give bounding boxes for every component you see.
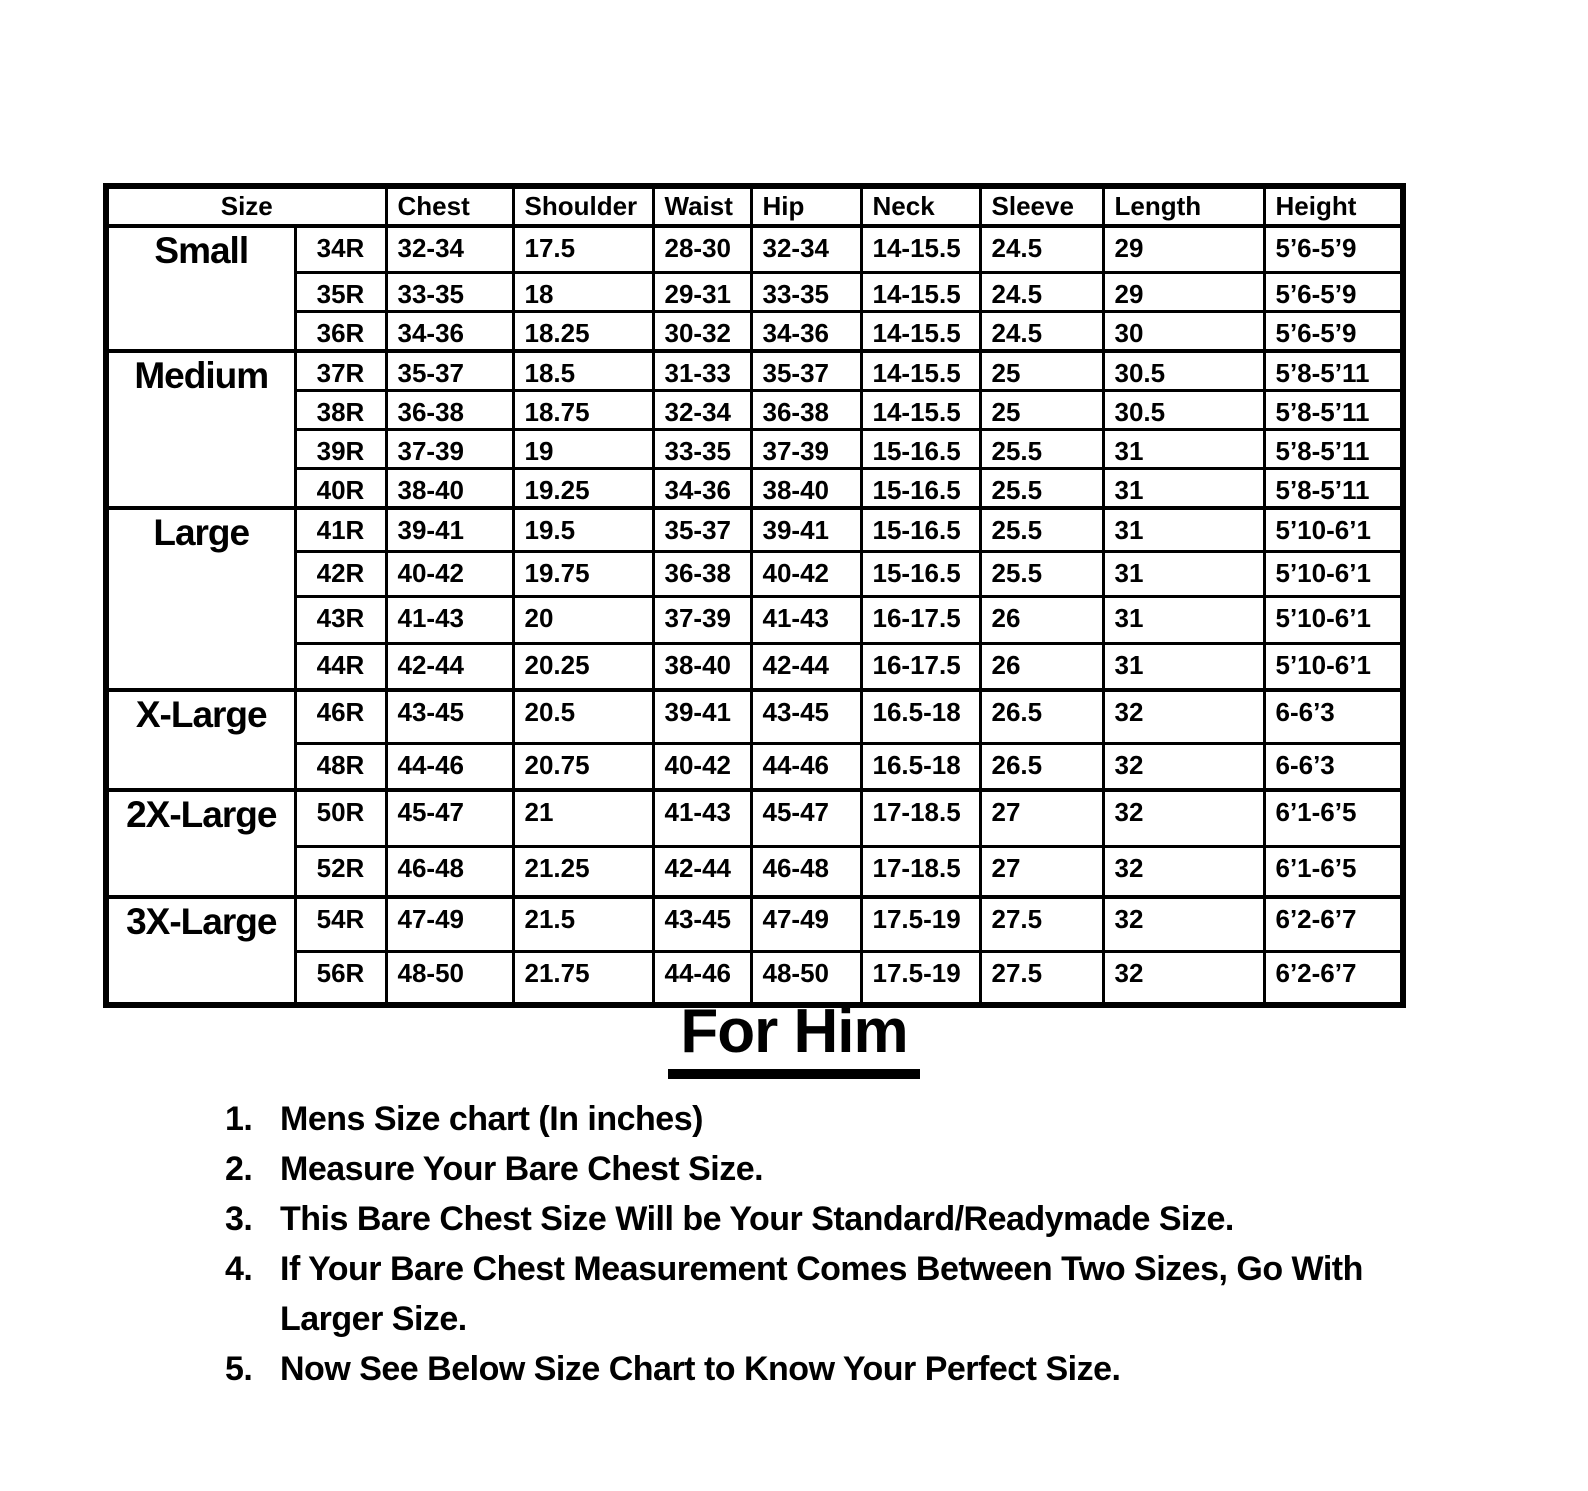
table-cell: 42-44 bbox=[386, 644, 513, 690]
table-cell: 44-46 bbox=[386, 744, 513, 790]
column-header-height: Height bbox=[1264, 186, 1403, 226]
table-cell: 25.5 bbox=[980, 552, 1103, 597]
table-cell: 18.75 bbox=[513, 390, 653, 429]
mens-size-chart-table bbox=[103, 183, 1406, 1008]
table-cell: 44-46 bbox=[751, 744, 861, 790]
table-row bbox=[106, 429, 1403, 468]
table-cell: 16-17.5 bbox=[861, 597, 980, 644]
table-cell: 43-45 bbox=[386, 690, 513, 744]
column-header-neck: Neck bbox=[861, 186, 980, 226]
table-cell: 35-37 bbox=[386, 351, 513, 391]
instruction-item bbox=[225, 1194, 1405, 1244]
table-cell: 5’10-6’1 bbox=[1264, 597, 1403, 644]
table-cell: 15-16.5 bbox=[861, 552, 980, 597]
table-cell: 41-43 bbox=[386, 597, 513, 644]
table-cell: 33-35 bbox=[653, 429, 751, 468]
table-cell: 48-50 bbox=[386, 952, 513, 1005]
column-header-chest: Chest bbox=[386, 186, 513, 226]
column-header-waist: Waist bbox=[653, 186, 751, 226]
table-cell: 31 bbox=[1103, 644, 1264, 690]
table-cell: 25.5 bbox=[980, 468, 1103, 508]
table-cell: 42-44 bbox=[751, 644, 861, 690]
table-row bbox=[106, 790, 1403, 847]
table-cell: 25.5 bbox=[980, 429, 1103, 468]
instruction-text: Now See Below Size Chart to Know Your Perfect Size. bbox=[280, 1350, 1121, 1388]
table-cell: 36-38 bbox=[751, 390, 861, 429]
table-cell: 5’8-5’11 bbox=[1264, 351, 1403, 391]
table-row bbox=[106, 272, 1403, 311]
table-cell: 15-16.5 bbox=[861, 468, 980, 508]
table-cell: 15-16.5 bbox=[861, 508, 980, 552]
table-cell: 29 bbox=[1103, 226, 1264, 272]
table-cell: 30.5 bbox=[1103, 390, 1264, 429]
table-cell: 25 bbox=[980, 351, 1103, 391]
table-cell: 32-34 bbox=[751, 226, 861, 272]
table-cell: 26.5 bbox=[980, 744, 1103, 790]
table-cell: 32 bbox=[1103, 952, 1264, 1005]
size-code-cell: 52R bbox=[295, 847, 386, 897]
instruction-text: This Bare Chest Size Will be Your Standard/Readymade Size. bbox=[280, 1200, 1234, 1238]
table-cell: 38-40 bbox=[386, 468, 513, 508]
table-cell: 21.75 bbox=[513, 952, 653, 1005]
instruction-number: 5. bbox=[225, 1350, 253, 1388]
table-cell: 14-15.5 bbox=[861, 390, 980, 429]
table-row bbox=[106, 690, 1403, 744]
table-cell: 6’1-6’5 bbox=[1264, 847, 1403, 897]
table-cell: 26 bbox=[980, 644, 1103, 690]
table-cell: 41-43 bbox=[751, 597, 861, 644]
table-cell: 31 bbox=[1103, 597, 1264, 644]
table-cell: 5’8-5’11 bbox=[1264, 468, 1403, 508]
size-code-cell: 54R bbox=[295, 897, 386, 952]
table-cell: 26 bbox=[980, 597, 1103, 644]
table-cell: 26.5 bbox=[980, 690, 1103, 744]
table-cell: 31 bbox=[1103, 429, 1264, 468]
table-cell: 32-34 bbox=[386, 226, 513, 272]
section-title: For Him bbox=[668, 996, 919, 1079]
table-row bbox=[106, 897, 1403, 952]
table-cell: 19.25 bbox=[513, 468, 653, 508]
table-cell: 14-15.5 bbox=[861, 272, 980, 311]
size-group-label: Large bbox=[106, 508, 295, 690]
table-cell: 31 bbox=[1103, 552, 1264, 597]
table-row bbox=[106, 508, 1403, 552]
table-cell: 5’8-5’11 bbox=[1264, 390, 1403, 429]
table-cell: 5’6-5’9 bbox=[1264, 226, 1403, 272]
instructions-list bbox=[225, 1094, 1405, 1394]
table-cell: 18 bbox=[513, 272, 653, 311]
instruction-number: 1. bbox=[225, 1100, 253, 1138]
table-cell: 30.5 bbox=[1103, 351, 1264, 391]
table-cell: 18.5 bbox=[513, 351, 653, 391]
table-cell: 21.25 bbox=[513, 847, 653, 897]
table-cell: 5’10-6’1 bbox=[1264, 644, 1403, 690]
size-code-cell: 37R bbox=[295, 351, 386, 391]
table-cell: 40-42 bbox=[751, 552, 861, 597]
table-cell: 46-48 bbox=[751, 847, 861, 897]
table-cell: 6-6’3 bbox=[1264, 744, 1403, 790]
instruction-number: 4. bbox=[225, 1250, 253, 1288]
table-cell: 19.5 bbox=[513, 508, 653, 552]
table-cell: 18.25 bbox=[513, 311, 653, 351]
table-cell: 45-47 bbox=[751, 790, 861, 847]
table-cell: 14-15.5 bbox=[861, 311, 980, 351]
table-cell: 32-34 bbox=[653, 390, 751, 429]
table-cell: 16.5-18 bbox=[861, 744, 980, 790]
table-cell: 25.5 bbox=[980, 508, 1103, 552]
instruction-text: Measure Your Bare Chest Size. bbox=[280, 1150, 764, 1188]
table-cell: 15-16.5 bbox=[861, 429, 980, 468]
size-code-cell: 43R bbox=[295, 597, 386, 644]
table-cell: 5’10-6’1 bbox=[1264, 508, 1403, 552]
size-group-label: Small bbox=[106, 226, 295, 351]
table-cell: 44-46 bbox=[653, 952, 751, 1005]
table-row bbox=[106, 552, 1403, 597]
table-cell: 29 bbox=[1103, 272, 1264, 311]
size-code-cell: 36R bbox=[295, 311, 386, 351]
table-cell: 5’8-5’11 bbox=[1264, 429, 1403, 468]
table-cell: 32 bbox=[1103, 690, 1264, 744]
table-cell: 42-44 bbox=[653, 847, 751, 897]
table-cell: 34-36 bbox=[386, 311, 513, 351]
table-cell: 28-30 bbox=[653, 226, 751, 272]
table-cell: 24.5 bbox=[980, 272, 1103, 311]
table-cell: 20.5 bbox=[513, 690, 653, 744]
size-code-cell: 42R bbox=[295, 552, 386, 597]
table-cell: 32 bbox=[1103, 847, 1264, 897]
table-row bbox=[106, 351, 1403, 391]
table-cell: 34-36 bbox=[751, 311, 861, 351]
table-cell: 6’1-6’5 bbox=[1264, 790, 1403, 847]
table-cell: 5’10-6’1 bbox=[1264, 552, 1403, 597]
table-cell: 17.5-19 bbox=[861, 952, 980, 1005]
table-cell: 20.25 bbox=[513, 644, 653, 690]
table-cell: 33-35 bbox=[386, 272, 513, 311]
size-group-label: 3X-Large bbox=[106, 897, 295, 1005]
table-row bbox=[106, 226, 1403, 272]
column-header-size: Size bbox=[106, 186, 386, 226]
instruction-number: 2. bbox=[225, 1150, 253, 1188]
table-cell: 24.5 bbox=[980, 226, 1103, 272]
table-cell: 31 bbox=[1103, 468, 1264, 508]
table-cell: 17-18.5 bbox=[861, 847, 980, 897]
instruction-item bbox=[225, 1144, 1405, 1194]
instruction-text: Mens Size chart (In inches) bbox=[280, 1100, 703, 1138]
table-cell: 5’6-5’9 bbox=[1264, 311, 1403, 351]
table-cell: 19.75 bbox=[513, 552, 653, 597]
column-header-sleeve: Sleeve bbox=[980, 186, 1103, 226]
table-cell: 37-39 bbox=[751, 429, 861, 468]
table-cell: 39-41 bbox=[386, 508, 513, 552]
table-cell: 27.5 bbox=[980, 897, 1103, 952]
table-cell: 27.5 bbox=[980, 952, 1103, 1005]
column-header-length: Length bbox=[1103, 186, 1264, 226]
table-cell: 40-42 bbox=[653, 744, 751, 790]
table-cell: 39-41 bbox=[653, 690, 751, 744]
table-cell: 6-6’3 bbox=[1264, 690, 1403, 744]
table-cell: 37-39 bbox=[386, 429, 513, 468]
table-cell: 45-47 bbox=[386, 790, 513, 847]
table-cell: 19 bbox=[513, 429, 653, 468]
table-cell: 35-37 bbox=[653, 508, 751, 552]
table-cell: 37-39 bbox=[653, 597, 751, 644]
table-cell: 17-18.5 bbox=[861, 790, 980, 847]
size-code-cell: 44R bbox=[295, 644, 386, 690]
table-cell: 6’2-6’7 bbox=[1264, 952, 1403, 1005]
table-row bbox=[106, 468, 1403, 508]
table-row bbox=[106, 847, 1403, 897]
table-cell: 32 bbox=[1103, 744, 1264, 790]
table-cell: 31 bbox=[1103, 508, 1264, 552]
size-group-label: X-Large bbox=[106, 690, 295, 790]
table-cell: 20 bbox=[513, 597, 653, 644]
table-cell: 5’6-5’9 bbox=[1264, 272, 1403, 311]
column-header-hip: Hip bbox=[751, 186, 861, 226]
table-cell: 17.5 bbox=[513, 226, 653, 272]
table-cell: 6’2-6’7 bbox=[1264, 897, 1403, 952]
table-cell: 34-36 bbox=[653, 468, 751, 508]
table-cell: 16-17.5 bbox=[861, 644, 980, 690]
instruction-text: If Your Bare Chest Measurement Comes Between Two Sizes, Go With Larger Size. bbox=[280, 1250, 1363, 1338]
table-cell: 24.5 bbox=[980, 311, 1103, 351]
table-cell: 14-15.5 bbox=[861, 226, 980, 272]
size-code-cell: 35R bbox=[295, 272, 386, 311]
table-cell: 47-49 bbox=[386, 897, 513, 952]
table-row bbox=[106, 597, 1403, 644]
size-code-cell: 40R bbox=[295, 468, 386, 508]
table-header-row bbox=[106, 186, 1403, 226]
table-cell: 36-38 bbox=[653, 552, 751, 597]
table-cell: 47-49 bbox=[751, 897, 861, 952]
table-cell: 36-38 bbox=[386, 390, 513, 429]
size-code-cell: 41R bbox=[295, 508, 386, 552]
table-cell: 27 bbox=[980, 847, 1103, 897]
table-cell: 41-43 bbox=[653, 790, 751, 847]
table-cell: 35-37 bbox=[751, 351, 861, 391]
section-title-wrap bbox=[0, 996, 1588, 1079]
table-cell: 38-40 bbox=[751, 468, 861, 508]
table-cell: 43-45 bbox=[751, 690, 861, 744]
table-cell: 17.5-19 bbox=[861, 897, 980, 952]
table-cell: 39-41 bbox=[751, 508, 861, 552]
table-cell: 32 bbox=[1103, 790, 1264, 847]
size-code-cell: 50R bbox=[295, 790, 386, 847]
table-cell: 40-42 bbox=[386, 552, 513, 597]
table-row bbox=[106, 311, 1403, 351]
table-cell: 27 bbox=[980, 790, 1103, 847]
table-cell: 46-48 bbox=[386, 847, 513, 897]
size-code-cell: 34R bbox=[295, 226, 386, 272]
table-cell: 43-45 bbox=[653, 897, 751, 952]
table-cell: 38-40 bbox=[653, 644, 751, 690]
table-row bbox=[106, 390, 1403, 429]
size-code-cell: 48R bbox=[295, 744, 386, 790]
instruction-item bbox=[225, 1094, 1405, 1144]
size-group-label: 2X-Large bbox=[106, 790, 295, 897]
table-cell: 21.5 bbox=[513, 897, 653, 952]
column-header-shoulder: Shoulder bbox=[513, 186, 653, 226]
table-cell: 31-33 bbox=[653, 351, 751, 391]
table-cell: 14-15.5 bbox=[861, 351, 980, 391]
table-cell: 32 bbox=[1103, 897, 1264, 952]
table-cell: 25 bbox=[980, 390, 1103, 429]
table-cell: 29-31 bbox=[653, 272, 751, 311]
size-code-cell: 56R bbox=[295, 952, 386, 1005]
table-cell: 21 bbox=[513, 790, 653, 847]
table-cell: 20.75 bbox=[513, 744, 653, 790]
table-cell: 30-32 bbox=[653, 311, 751, 351]
table-cell: 33-35 bbox=[751, 272, 861, 311]
table-cell: 16.5-18 bbox=[861, 690, 980, 744]
size-code-cell: 38R bbox=[295, 390, 386, 429]
table-cell: 30 bbox=[1103, 311, 1264, 351]
size-code-cell: 46R bbox=[295, 690, 386, 744]
table-row bbox=[106, 744, 1403, 790]
table-row bbox=[106, 644, 1403, 690]
instruction-number: 3. bbox=[225, 1200, 253, 1238]
table-cell: 48-50 bbox=[751, 952, 861, 1005]
instruction-item bbox=[225, 1344, 1405, 1394]
instruction-item bbox=[225, 1244, 1405, 1344]
size-code-cell: 39R bbox=[295, 429, 386, 468]
size-group-label: Medium bbox=[106, 351, 295, 508]
